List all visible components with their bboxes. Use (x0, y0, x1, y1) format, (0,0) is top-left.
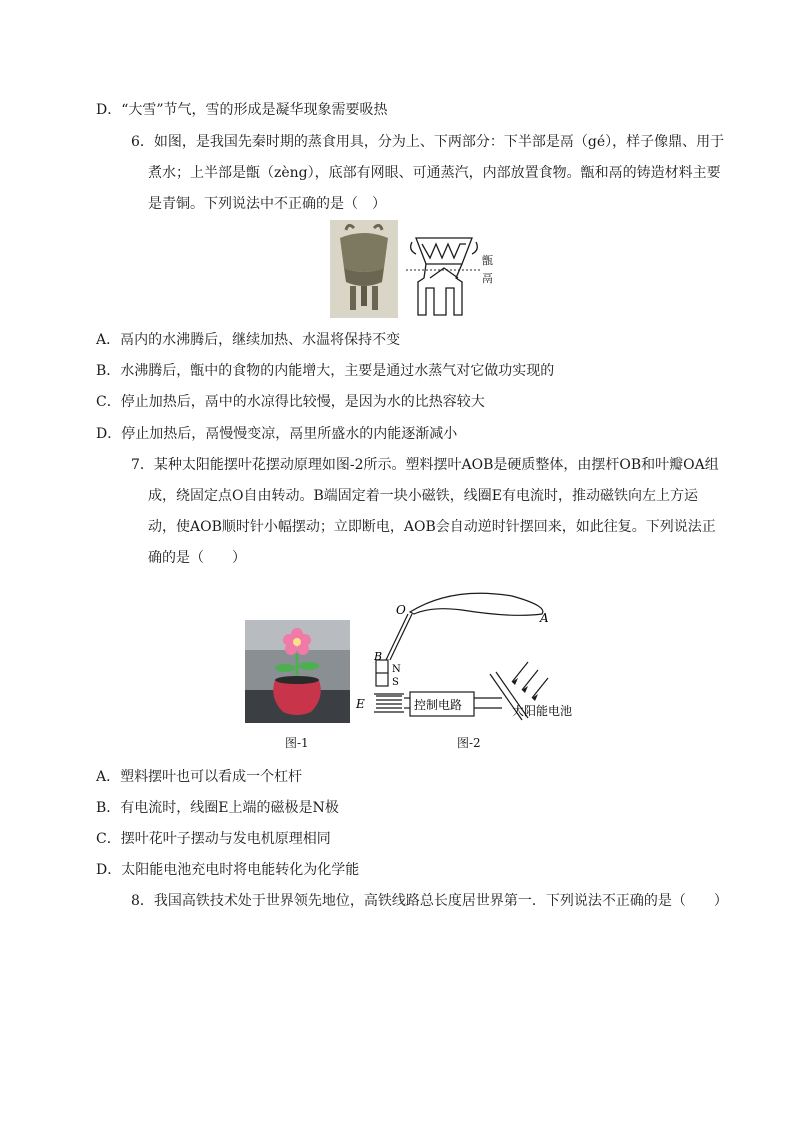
solar-cell-label: 太阳能电池 (512, 704, 573, 718)
vessel-schematic (406, 238, 482, 315)
figure-1-caption: 图-1 (285, 736, 309, 750)
figure-2-caption: 图-2 (457, 736, 481, 750)
q6-option-b: B．水沸腾后，甑中的食物的内能增大，主要是通过水蒸气对它做功实现的 (96, 363, 555, 379)
control-circuit-label: 控制电路 (414, 698, 463, 712)
q7-option-b: B．有电流时，线圈E上端的磁极是N极 (96, 800, 339, 816)
label-zeng: 甑 (482, 254, 493, 267)
option-d-previous: D．“大雪”节气，雪的形成是凝华现象需要吸热 (96, 102, 388, 118)
q6-figure (330, 220, 500, 318)
question-8-line-1: 8．我国高铁技术处于世界领先地位，高铁线路总长度居世界第一．下列说法不正确的是（ ） (131, 893, 728, 909)
q6-option-d: D．停止加热后，鬲慢慢变凉，鬲里所盛水的内能逐渐减小 (96, 426, 458, 442)
label-o: O (396, 603, 406, 617)
q6-option-c: C．停止加热后，鬲中的水凉得比较慢，是因为水的比热容较大 (96, 394, 485, 410)
question-6-line-1: 6．如图，是我国先秦时期的蒸食用具，分为上、下两部分：下半部是鬲（gé），样子像鼎、用于 (131, 134, 725, 150)
question-7-line-1: 7．某种太阳能摆叶花摆动原理如图-2所示。塑料摆叶AOB是硬质整体，由摆杆OB和叶瓣OA组 (131, 457, 719, 473)
q7-option-c: C．摆叶花叶子摆动与发电机原理相同 (96, 831, 331, 847)
q7-option-d: D．太阳能电池充电时将电能转化为化学能 (96, 862, 360, 878)
q7-option-a: A．塑料摆叶也可以看成一个杠杆 (96, 769, 303, 785)
label-s: S (392, 677, 399, 688)
label-b: B (374, 650, 383, 663)
q6-option-a: A．鬲内的水沸腾后，继续加热、水温将保持不变 (96, 332, 401, 348)
label-e: E (356, 697, 365, 711)
bronze-vessel-photo (330, 220, 398, 318)
question-7-line-2: 成，绕固定点O自由转动。B端固定着一块小磁铁，线圈E有电流时，推动磁铁向左上方运 (148, 488, 698, 504)
question-6-line-3: 是青铜。下列说法中不正确的是（ ） (148, 196, 386, 212)
question-7-line-4: 确的是（ ） (148, 550, 246, 566)
question-6-line-2: 煮水；上半部是甑（zèng），底部有网眼、可通蒸汽，内部放置食物。甑和鬲的铸造材料主要 (148, 165, 721, 181)
question-7-line-3: 动，使AOB顺时针小幅摆动；立即断电，AOB会自动逆时针摆回来，如此往复。下列说法正 (148, 519, 716, 535)
figure-1-flower-photo (245, 620, 350, 723)
label-n: N (392, 664, 401, 675)
label-a: A (540, 611, 549, 625)
label-li: 鬲 (482, 272, 493, 285)
figure-2-schematic (352, 590, 592, 725)
